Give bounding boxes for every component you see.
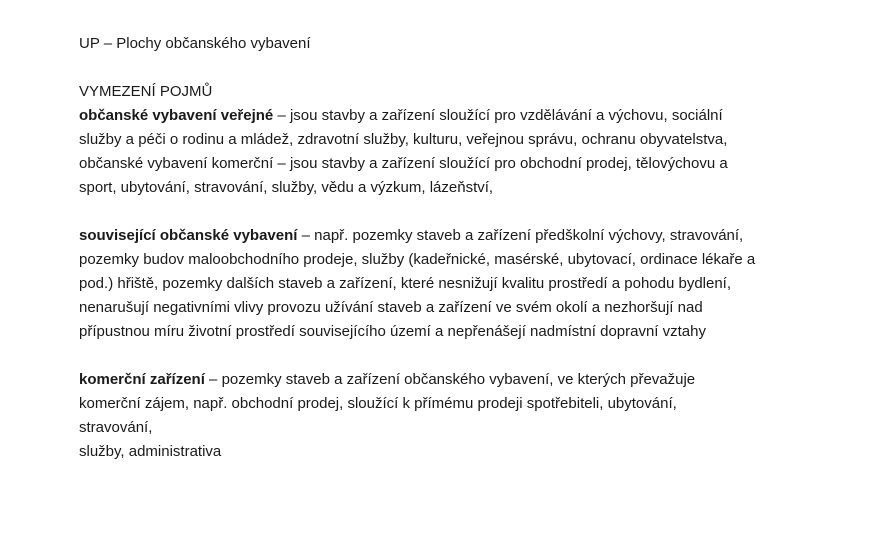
definition-text: – pozemky staveb a zařízení občanského vybavení, ve kterých převažuje [204,371,696,388]
paragraph-line [79,368,859,392]
document-title: UP – Plochy občanského vybavení [79,35,311,52]
definition-paragraph-public-amenities [79,104,859,200]
paragraph-line: pod.) hřiště, pozemky dalších staveb a zařízení, které nesnižují kvalitu prostředí a pohodu bydlení, [79,275,732,292]
blank-line [79,200,859,224]
document-page [79,32,859,464]
paragraph-line: nenarušují negativními vlivy provozu užívání staveb a zařízení ve svém okolí a nezhoršují nad [79,299,703,316]
paragraph-line: pozemky budov maloobchodního prodeje, služby (kadeřnické, masérské, ubytovací, ordinace lékaře a [79,251,756,268]
definition-text: – jsou stavby a zařízení sloužící pro vzdělávání a výchovu, sociální [273,107,723,124]
defined-term: související občanské vybavení [79,227,298,244]
paragraph-line [79,224,859,248]
paragraph-line: stravování, [79,419,153,436]
definition-paragraph-related-amenities [79,224,859,344]
defined-term: komerční zařízení [79,371,205,388]
paragraph-line: občanské vybavení komerční – jsou stavby a zařízení sloužící pro obchodní prodej, tělovýchovu a [79,155,728,172]
blank-line [79,344,859,368]
paragraph-line: přípustnou míru životní prostředí souvisejícího území a nepřenášejí nadmístní dopravní vztahy [79,323,706,340]
paragraph-line: služby, administrativa [79,443,222,460]
blank-line [79,56,859,80]
section-heading: VYMEZENÍ POJMŮ [79,83,213,100]
definition-paragraph-commercial-facilities [79,368,859,464]
paragraph-line: komerční zájem, např. obchodní prodej, sloužící k přímému prodeji spotřebiteli, ubytování, [79,395,677,412]
paragraph-line [79,104,859,128]
paragraph-line: sport, ubytování, stravování, služby, vědu a výzkum, lázeňství, [79,179,494,196]
paragraph-line: služby a péči o rodinu a mládež, zdravotní služby, kulturu, veřejnou správu, ochranu obyvatelstva, [79,131,728,148]
defined-term: občanské vybavení veřejné [79,107,274,124]
definition-text: – např. pozemky staveb a zařízení předškolní výchovy, stravování, [297,227,744,244]
